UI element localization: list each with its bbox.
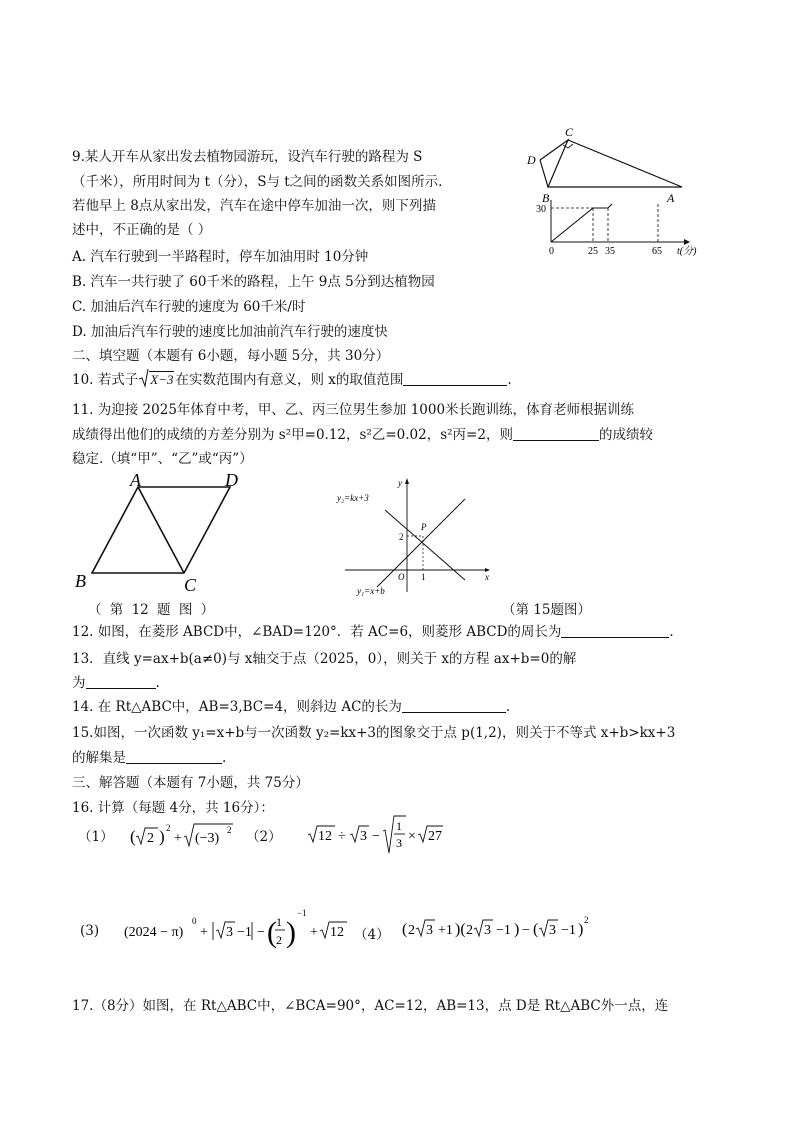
fig12-caption: （ 第 12 题 图 ） <box>88 602 215 618</box>
svg-text:(: ( <box>267 916 277 949</box>
q15-linear-functions-figure <box>335 472 495 597</box>
svg-text:2: 2 <box>466 923 473 938</box>
q9-option-c: C. 加油后汽车行驶的速度为 60千米/时 <box>72 299 306 315</box>
line-y2-label: y₂=kx+3 <box>337 493 369 503</box>
q10-prefix: 10. 若式子 <box>72 372 139 388</box>
label-d: D <box>527 153 536 167</box>
q11-line1: 11. 为迎接 2025年体育中考，甲、乙、丙三位男生参加 1000米长跑训练，体育老师根据训练 <box>72 402 635 418</box>
q9-line2: （千米），所用时间为 t（分），S与 t之间的函数关系如图所示. <box>72 174 443 190</box>
q11-line2: 成绩得出他们的成绩的方差分别为 s²甲=0.12，s²乙=0.02，s²丙=2，则 的成绩较 <box>72 427 653 443</box>
svg-text:3: 3 <box>226 925 233 940</box>
svg-text:−1: −1 <box>237 925 252 940</box>
svg-text:3: 3 <box>484 923 491 938</box>
svg-text:2: 2 <box>584 915 589 925</box>
q16-1-number: （1） <box>78 829 114 845</box>
y-tick-2: 2 <box>399 532 404 542</box>
svg-text:−1: −1 <box>561 923 576 938</box>
label-b: B <box>75 571 86 591</box>
q17: 17.（8分）如图，在 Rt△ABC中，∠BCA=90°，AC=12，AB=13，点 D是 Rt△ABC外一点，连 <box>72 998 669 1014</box>
y-tick-30: 30 <box>536 204 546 215</box>
svg-text:−: − <box>372 829 380 844</box>
svg-text:2: 2 <box>408 923 415 938</box>
q9-quadrilateral-figure <box>512 122 690 204</box>
q15-line2: 的解集是 . <box>72 750 227 766</box>
svg-text:−: − <box>522 923 530 938</box>
q10-answer-blank[interactable] <box>403 371 507 386</box>
q9-option-a: A. 汽车行驶到一半路程时，停车加油用时 10分钟 <box>72 249 369 265</box>
label-c: C <box>184 575 197 595</box>
x-tick-35: 35 <box>605 246 615 257</box>
q9-line4: 述中，不正确的是（ ） <box>72 222 212 238</box>
svg-text:+: + <box>200 925 208 940</box>
q12-rhombus-figure <box>70 470 260 595</box>
q16-4-number: （4） <box>354 927 390 943</box>
svg-text:3: 3 <box>396 836 402 850</box>
svg-text:): ) <box>514 921 520 938</box>
svg-text:): ) <box>578 921 584 938</box>
svg-text:(2024 − π): (2024 − π) <box>124 925 184 940</box>
svg-text:3: 3 <box>426 923 433 938</box>
svg-text:2: 2 <box>166 823 171 833</box>
q10-radicand: X−3 <box>150 372 174 387</box>
svg-text:−1: −1 <box>297 908 307 918</box>
svg-text:(: ( <box>130 827 136 846</box>
x-axis-label: t(分) <box>677 246 697 257</box>
svg-text:−: − <box>257 925 265 940</box>
q16-title: 16. 计算（每题 4分，共 16分）： <box>72 800 274 816</box>
q16-2-expression <box>306 813 446 857</box>
q16-2-number: （2） <box>246 829 282 845</box>
q9-option-b: B. 汽车一共行驶了 60千米的路程，上午 9点 5分到达植物园 <box>72 274 435 290</box>
q16-1-expression <box>128 816 240 854</box>
svg-text:0: 0 <box>192 916 197 926</box>
label-a: A <box>130 470 141 490</box>
x-tick-0: 0 <box>549 246 554 257</box>
svg-text:+: + <box>174 831 182 846</box>
point-p-label: P <box>421 522 427 532</box>
svg-text:−1: −1 <box>496 923 511 938</box>
svg-text:1: 1 <box>396 819 402 833</box>
svg-text:12: 12 <box>330 925 344 940</box>
svg-text:2: 2 <box>276 933 282 947</box>
label-b: B <box>542 191 550 204</box>
svg-text:(−3): (−3) <box>195 831 220 846</box>
section-2-title: 二、填空题（本题有 6小题，每小题 5分，共 30分） <box>72 348 390 364</box>
q12-answer-blank[interactable] <box>561 623 669 638</box>
svg-text:(: ( <box>533 921 539 938</box>
fig15-caption: （第 15题图） <box>502 602 591 618</box>
svg-text:÷: ÷ <box>338 829 346 844</box>
q15-answer-blank[interactable] <box>126 749 222 764</box>
q14: 14. 在 Rt△ABC中，AB=3,BC=4，则斜边 AC的长为 . <box>72 699 511 715</box>
q9-option-d: D. 加油后汽车行驶的速度比加油前汽车行驶的速度快 <box>72 324 388 340</box>
svg-text:1: 1 <box>276 915 282 929</box>
q13-answer-blank[interactable] <box>86 674 156 689</box>
label-a: A <box>667 191 675 204</box>
q12: 12. 如图，在菱形 ABCD中，∠BAD=120°．若 AC=6，则菱形 ABCD的周长为 . <box>72 624 674 640</box>
svg-text:3: 3 <box>549 923 556 938</box>
svg-text:+1: +1 <box>438 923 453 938</box>
q15-line1: 15.如图，一次函数 y₁=x+b与一次函数 y₂=kx+3的图象交于点 p(1,2)，则关于不等式 x+b>kx+3 <box>72 725 676 741</box>
q9-line1: 9.某人开车从家出发去植物园游玩，设汽车行驶的路程为 S <box>72 149 423 165</box>
q13-line1: 13．直线 y=ax+b(a≠0)与 x轴交于点（2025，0），则关于 x的方程 ax+b=0的解 <box>72 651 577 667</box>
x-tick-65: 65 <box>652 246 662 257</box>
q14-answer-blank[interactable] <box>402 698 506 713</box>
q13-line2: 为 . <box>72 675 160 691</box>
svg-text:+: + <box>310 925 318 940</box>
svg-text:2: 2 <box>147 831 154 846</box>
q10-sqrt <box>139 371 174 389</box>
label-d: D <box>225 470 238 490</box>
svg-text:12: 12 <box>318 829 332 844</box>
q11-answer-blank[interactable] <box>513 426 599 441</box>
svg-text:3: 3 <box>360 829 367 844</box>
origin-label: O <box>398 572 405 582</box>
q10-suffix: 在实数范围内有意义，则 x的取值范围 <box>175 372 404 388</box>
radical-sign-icon <box>139 368 149 388</box>
q16-4-expression <box>402 906 592 946</box>
q16-3-expression <box>124 902 350 958</box>
x-tick-25: 25 <box>588 246 598 257</box>
svg-text:)(: )( <box>455 921 466 938</box>
svg-text:2: 2 <box>227 825 232 835</box>
svg-text:): ) <box>159 827 165 846</box>
svg-text:27: 27 <box>428 829 442 844</box>
x-axis-label: x <box>485 572 489 582</box>
section-3-title: 三、解答题（本题有 7小题，共 75分） <box>72 775 309 791</box>
q11-line3: 稳定.（填“甲”、“乙”或“丙”） <box>72 451 253 467</box>
q10: 10. 若式子 X−3 在实数范围内有意义，则 x的取值范围 . <box>72 371 512 389</box>
label-c: C <box>565 125 574 139</box>
q16-3-number: (3) <box>80 923 100 939</box>
q9-line3: 若他早上 8点从家出发，汽车在途中停车加油一次，则下列描 <box>72 198 436 214</box>
q9-distance-time-graph <box>532 196 712 258</box>
svg-text:): ) <box>286 916 296 949</box>
svg-text:(: ( <box>402 921 408 938</box>
y-axis-label: y <box>398 478 402 488</box>
x-tick-1: 1 <box>421 572 426 582</box>
line-y1-label: y₁=x+b <box>357 586 385 596</box>
svg-text:×: × <box>408 829 416 844</box>
